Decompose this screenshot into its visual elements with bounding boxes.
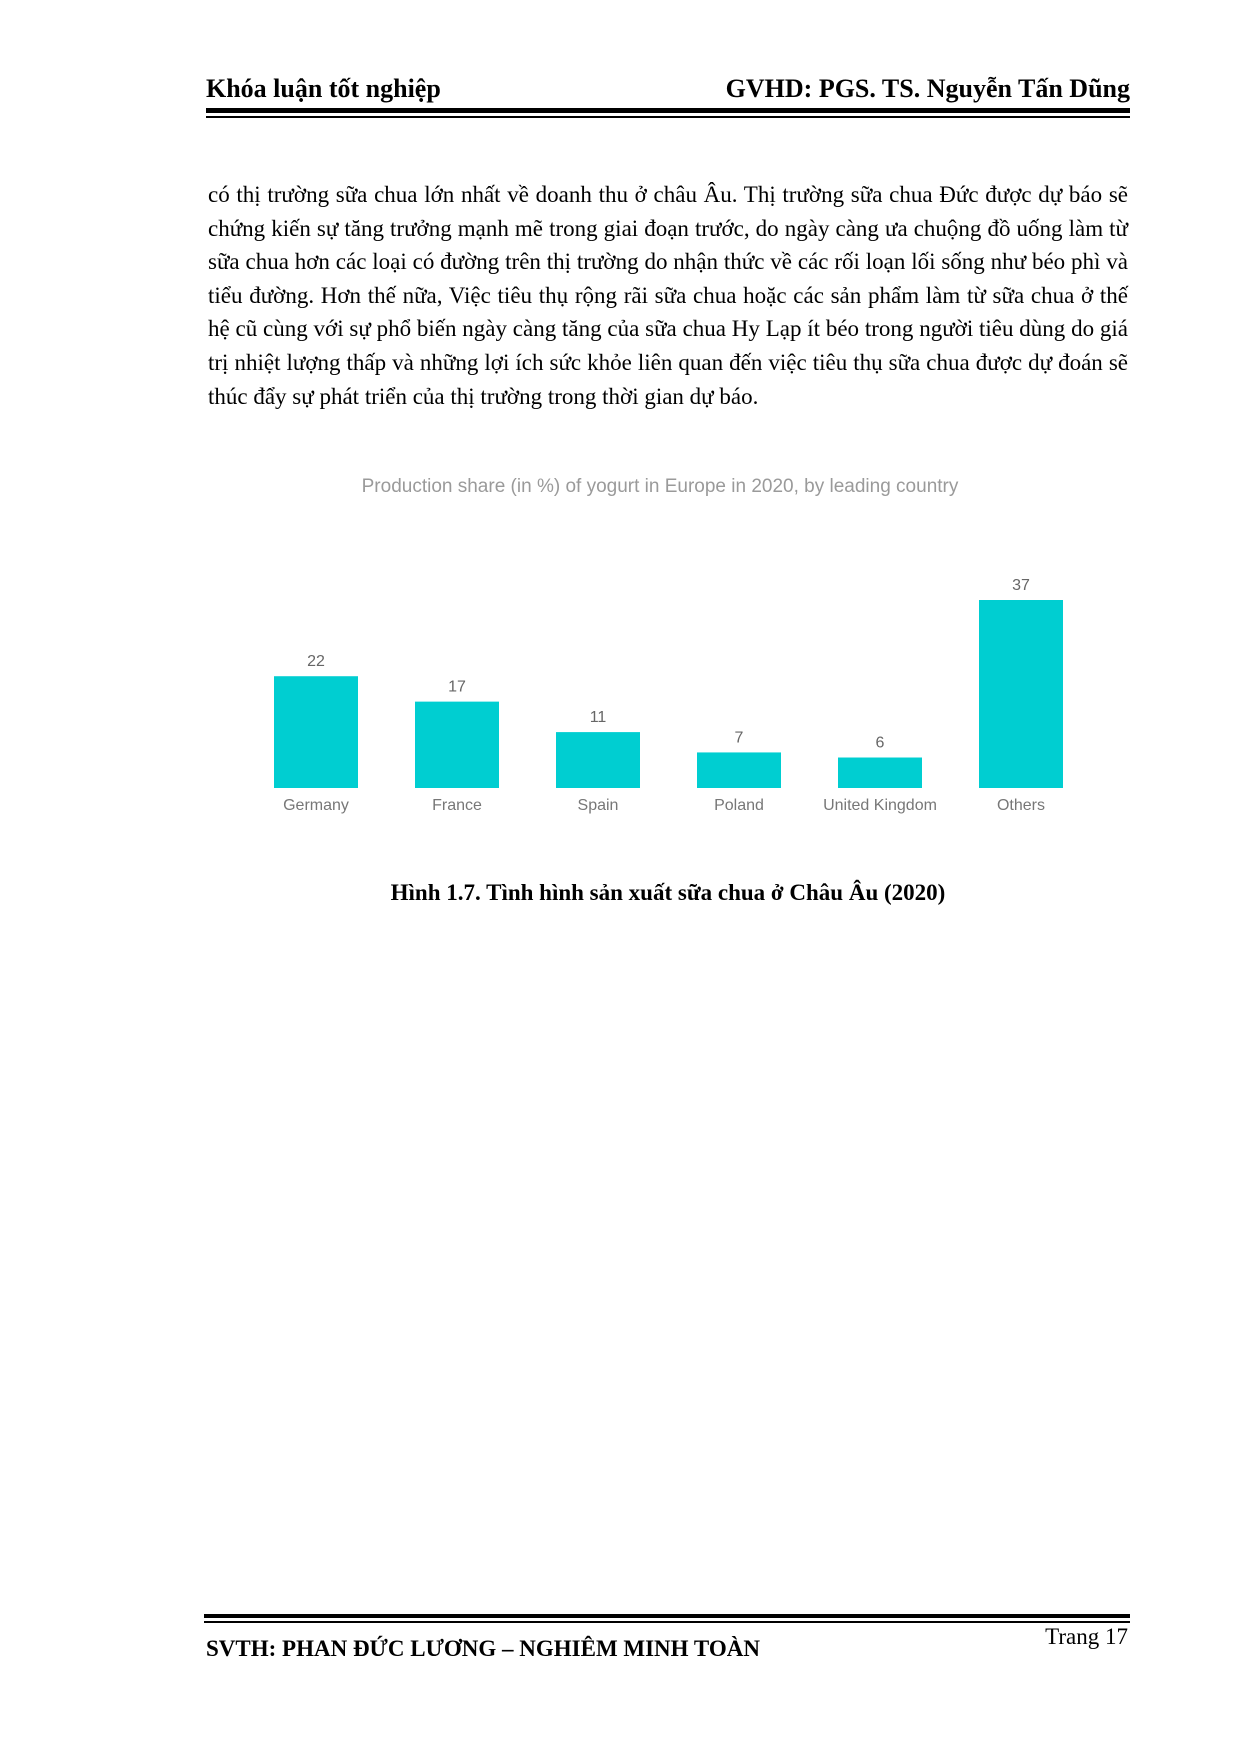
category-label-poland: Poland bbox=[714, 797, 764, 814]
bar-poland bbox=[697, 752, 781, 788]
chart-title: Production share (in %) of yogurt in Europe in 2020, by leading country bbox=[361, 476, 959, 497]
bar-france bbox=[415, 702, 499, 788]
footer-rule-thin bbox=[204, 1621, 1130, 1623]
body-paragraph: có thị trường sữa chua lớn nhất về doanh thu ở châu Âu. Thị trường sữa chua Đức được dự báo sẽ chứng kiến sự tăng trưởng mạnh mẽ trong giai đoạn trước, do ngày càng ưa chuộng đồ uống làm từ sữa chua hơn các loại có đường trên thị trường do nhận thức về các rối loạn lối sống như béo phì và tiểu đường. Hơn thế nữa, Việc tiêu thụ rộng rãi sữa chua hoặc các sản phẩm làm từ sữa chua ở thế hệ cũ cùng với sự phổ biến ngày càng tăng của sữa chua Hy Lạp ít béo trong người tiêu dùng do giá trị nhiệt lượng thấp và những lợi ích sức khỏe liên quan đến việc tiêu thụ sữa chua được dự đoán sẽ thúc đẩy sự phát triển của thị trường trong thời gian dự báo. bbox=[208, 182, 1128, 409]
category-label-spain: Spain bbox=[577, 797, 619, 814]
figure-caption: Hình 1.7. Tình hình sản xuất sữa chua ở Châu Âu (2020) bbox=[390, 880, 946, 905]
bar-germany bbox=[274, 676, 358, 788]
category-label-others: Others bbox=[996, 797, 1046, 814]
bar-united-kingdom bbox=[838, 758, 922, 788]
bar-chart bbox=[240, 470, 1100, 830]
chart-container bbox=[240, 470, 1100, 830]
bars-group bbox=[274, 577, 1063, 814]
category-label-germany: Germany bbox=[283, 797, 349, 814]
category-label-france: France bbox=[432, 797, 482, 814]
footer-authors: SVTH: PHAN ĐỨC LƯƠNG – NGHIÊM MINH TOÀN bbox=[206, 1636, 760, 1661]
value-label-others: 37 bbox=[1012, 577, 1030, 594]
value-label-poland: 7 bbox=[734, 729, 744, 747]
footer-rule-thick bbox=[204, 1614, 1130, 1618]
header-advisor-label: GVHD: PGS. TS. Nguyễn Tấn Dũng bbox=[725, 74, 1130, 103]
value-label-france: 17 bbox=[448, 678, 466, 696]
header-thesis-label: Khóa luận tốt nghiệp bbox=[206, 74, 441, 103]
header-rule-thin bbox=[206, 116, 1130, 118]
value-label-united-kingdom: 6 bbox=[875, 734, 885, 752]
page-header bbox=[206, 72, 1130, 106]
value-label-spain: 11 bbox=[589, 709, 607, 727]
header-rule-thick bbox=[206, 108, 1130, 113]
bar-spain bbox=[556, 732, 640, 788]
category-label-united-kingdom: United Kingdom bbox=[823, 797, 937, 814]
page-number: Trang 17 bbox=[1045, 1624, 1128, 1649]
bar-others bbox=[979, 600, 1063, 788]
value-label-germany: 22 bbox=[307, 653, 325, 671]
